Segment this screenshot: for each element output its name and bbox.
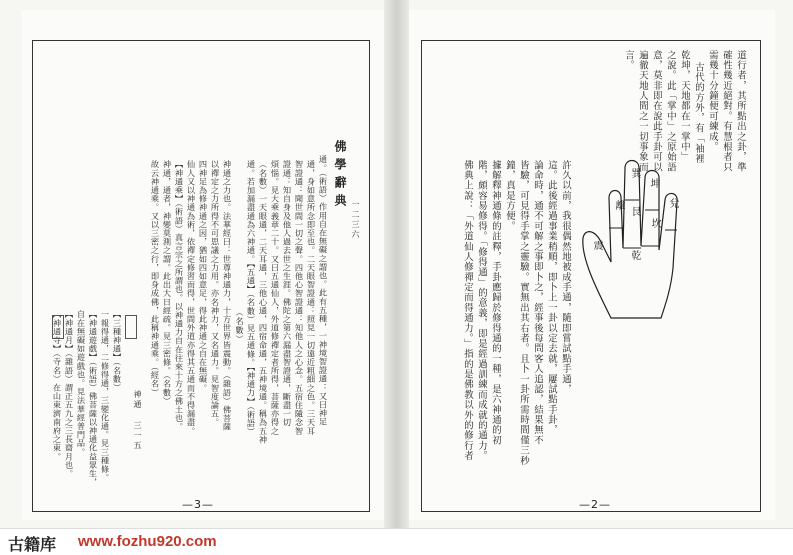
trigram-label-kan: 坎 [649,218,660,228]
text-column: 神通，通者，神變莫測之謂。此出大日經疏。見三密條。（名數） [162,160,173,406]
text-column: 【三種神通】（名數） [112,310,123,392]
text-column: 【神通月】（雜語）謂正五九之三長齋月也。 [64,310,75,478]
watermark-site-name: 古籍库 [8,535,57,554]
text-column: 乾坤，天地都在一掌中」 [679,50,690,163]
left-page [22,10,384,520]
trigram-label-li: 離 [613,200,624,210]
text-column: 皆驗，可見得手掌之靈驗。實無出其右者。且卜一卦所需時間僅三秒 [518,160,529,466]
text-column: 鐘，真是方便。 [504,160,515,232]
text-column: 【神通寺】（寺名）在山東濟南府之東。 [52,310,63,461]
text-column: 這。此後經過事業稍順，即卜上一卦以定去就，屢試點手卦， [546,160,557,436]
text-column: 通，身如意所念即至也。二天眼智證通：照見一切遠近粗細之色。三天耳 [306,160,317,436]
page-index: 一二三六 [351,200,360,240]
text-column: 【神通乘】（術語）真言宗之所謂也。以神通力自在往來十方之佛土也。 [174,160,185,432]
trigram-label-gen: 艮 [629,206,640,216]
text-column: 階，頗容易修得。「修得通」的意義，即是經過訓練而成就的通力。 [476,160,487,462]
text-column: 確性幾近絕對。有慧根者只 [721,50,732,173]
text-column: 論命時，通不可解之事即卜之，經事後每問客人追認，結果無不 [532,160,543,446]
bracket-mark [125,315,137,339]
page-title: 佛學辭典 [333,140,347,212]
text-column: 【神通遊戲】（術語）佛菩薩以神通化益眾生， [88,310,99,487]
page-number: —3— [182,498,214,511]
text-column: 一報得通，二修得通，三變化通。見三種條。 [100,310,111,482]
text-column: 遍徹天地人間之一切事象而 [637,50,648,173]
text-column: 許久以前，我很偶然地被成手通，隨即嘗試點手通， [560,160,571,395]
right-page [409,10,775,520]
trigram-label-xun: 巽 [629,168,640,178]
bracket-mark [52,315,64,339]
text-column: 之說。此「掌中」之原始語 [665,50,676,173]
text-column: 煩惱。見大乘義章二十。又曰五通仙人，外道修禪定者所得，菩薩亦得之 [270,160,281,436]
running-side-label: 神通 三一五 [133,390,142,451]
trigram-label-kun: 坤 [648,178,659,188]
text-column: （名數）一天眼通，二天耳通，三他心通，四宿命通，五神境通。稱為五神 [258,160,269,444]
text-column: 神通之力也。法華經曰：世尊神通力，十方世界皆震動。（雜語）佛菩薩 [222,160,233,432]
trigram-label-qian: 乾 [629,250,640,260]
text-column: 故云神通乘。又以三密之行，即身成佛，此稱神通乘。（經名） [150,160,161,397]
text-column: 自在無礙如遊戲也。見法華經普門品。 [76,310,87,457]
text-column: 佛典上說：「外道仙人修禪定而得通力。」指的是佛教以外的修行者 [462,160,473,462]
trigram-label-dui: 兌 [667,198,678,208]
watermark-url: www.fozhu920.com [78,533,217,550]
entry-sub-label: （名數） [235,308,244,344]
text-column: 智證通：聞世間一切之聲。四他心智證通：知他人之心念。五宿住隨念智 [294,160,305,436]
text-column: 證通：知自身及他人過去世之生涯。佛陀之第六漏盡智證通，斷盡一切 [282,160,293,427]
text-column: 需幾十分鐘便可練成。 [707,50,718,152]
text-column: 通。若加漏盡通為六神通。【五通】（名數）見五通條。【神通力】（術語） [246,160,257,436]
text-column: 古代的方外，有「袖裡 [693,62,704,164]
text-column: 據解釋神通條的註釋，手卦應歸於修得通的一種，是六神通的初 [490,160,501,446]
trigram-label-zhen: 震 [591,240,602,250]
text-column: 言。 [623,50,634,71]
book-gutter [384,0,409,528]
text-column: 意，莫非即在說此手卦可以 [651,50,662,173]
text-column: 道行者，其所點出之卦，準 [735,50,746,173]
text-column: 四神足為修神通之因，猶如四如意足，得此神通之自在無礙。 [198,160,209,393]
page-number: —2— [579,498,611,511]
text-column: 通。（術語）作用自在無礙之謂也。此有五種，一神境智證通：又曰神足 [318,155,329,427]
text-column: 以禪定之力所得不可思議之力用。亦名神力，又名通力。見智度論五。 [210,160,221,427]
text-column: 仙人又以神通為術，依禪定修習而得，世間外道亦得其五通而不得漏盡。 [186,160,197,436]
